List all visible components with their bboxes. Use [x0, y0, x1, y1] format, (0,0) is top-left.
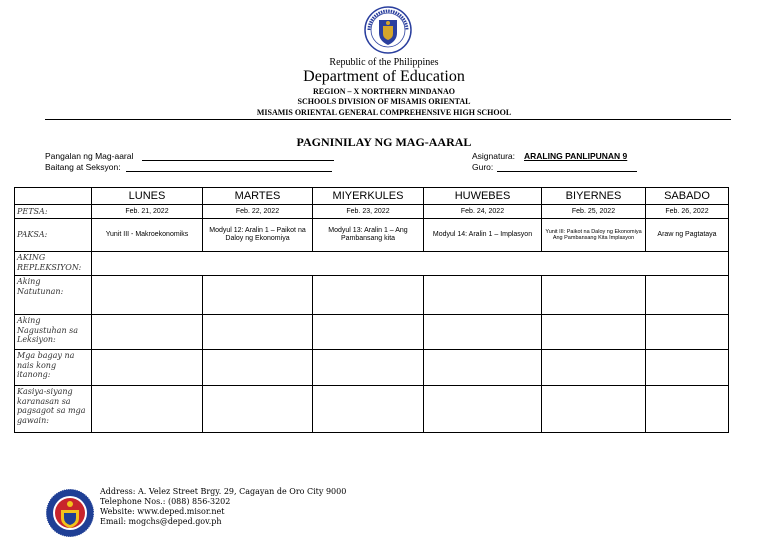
answer-cell[interactable]: [646, 386, 729, 433]
deped-seal-icon: [364, 6, 412, 54]
footer-contact: [100, 487, 346, 527]
aking-refleksiyon-row: [15, 252, 729, 276]
topic-cell: Araw ng Pagtataya: [646, 219, 729, 252]
subject-label: Asignatura:: [472, 151, 515, 161]
subject-value: ARALING PANLIPUNAN 9: [524, 151, 628, 161]
header-division: SCHOOLS DIVISION OF MISAMIS ORIENTAL: [297, 97, 471, 106]
nagustuhan-row: [15, 315, 729, 350]
answer-cell[interactable]: [313, 276, 424, 315]
answer-cell[interactable]: [313, 315, 424, 350]
document-title: PAGNINILAY NG MAG-AARAL: [296, 135, 472, 149]
answer-cell[interactable]: [542, 276, 646, 315]
row-label: Mga bagay na nais kong itanong:: [15, 350, 92, 386]
section-field[interactable]: [126, 171, 332, 172]
answer-cell[interactable]: [92, 386, 203, 433]
answer-cell[interactable]: [424, 315, 542, 350]
answer-cell[interactable]: [203, 276, 313, 315]
name-field[interactable]: [142, 160, 334, 161]
teacher-field[interactable]: [497, 171, 637, 172]
teacher-label: Guro:: [472, 162, 494, 172]
footer-website[interactable]: Website: www.deped.misor.net: [100, 507, 225, 516]
header-region: REGION – X NORTHERN MINDANAO: [313, 87, 455, 96]
date-cell: Feb. 26, 2022: [646, 205, 729, 219]
topic-cell: Modyul 14: Aralin 1 – Implasyon: [424, 219, 542, 252]
answer-cell[interactable]: [646, 315, 729, 350]
section-divider-cell: [92, 252, 729, 276]
answer-cell[interactable]: [542, 315, 646, 350]
answer-cell[interactable]: [424, 350, 542, 386]
answer-cell[interactable]: [92, 315, 203, 350]
topic-cell: Yunit III: Paikot na Daloy ng Ekonomiya Ang Pambansang Kita Implasyon: [542, 219, 646, 252]
section-label: Baitang at Seksyon:: [45, 162, 121, 172]
row-label: AKING REPLEKSIYON:: [15, 252, 92, 276]
school-logo-icon: [45, 488, 95, 538]
header-department: Department of Education: [303, 68, 465, 85]
reflection-table: [14, 187, 729, 433]
header-divider: [45, 119, 731, 120]
answer-cell[interactable]: [92, 350, 203, 386]
footer-email[interactable]: Email: mogchs@deped.gov.ph: [100, 517, 222, 526]
answer-cell[interactable]: [203, 350, 313, 386]
kasiya-row: [15, 386, 729, 433]
answer-cell[interactable]: [313, 386, 424, 433]
date-cell: Feb. 23, 2022: [313, 205, 424, 219]
header-school: MISAMIS ORIENTAL GENERAL COMPREHENSIVE HIGH SCHOOL: [256, 108, 512, 117]
row-label: Aking Nagustuhan sa Leksiyon:: [15, 315, 92, 350]
petsa-row: [15, 205, 729, 219]
answer-cell[interactable]: [313, 350, 424, 386]
row-label: Aking Natutunan:: [15, 276, 92, 315]
answer-cell[interactable]: [203, 315, 313, 350]
answer-cell[interactable]: [92, 276, 203, 315]
date-cell: Feb. 25, 2022: [542, 205, 646, 219]
day-header: BIYERNES: [542, 188, 646, 205]
answer-cell[interactable]: [646, 350, 729, 386]
answer-cell[interactable]: [203, 386, 313, 433]
answer-cell[interactable]: [542, 350, 646, 386]
row-label: PETSA:: [15, 205, 92, 219]
paksa-row: [15, 219, 729, 252]
day-header: HUWEBES: [424, 188, 542, 205]
row-label: PAKSA:: [15, 219, 92, 252]
day-header: MIYERKULES: [313, 188, 424, 205]
topic-cell: Modyul 12: Aralin 1 – Paikot na Daloy ng Ekonomiya: [203, 219, 313, 252]
date-cell: Feb. 21, 2022: [92, 205, 203, 219]
row-label: Kasiya-siyang karanasan sa pagsagot sa mga gawain:: [15, 386, 92, 433]
name-label: Pangalan ng Mag-aaral: [45, 151, 134, 161]
topic-cell: Yunit III - Makroekonomiks: [92, 219, 203, 252]
topic-cell: Modyul 13: Aralin 1 – Ang Pambansang kita: [313, 219, 424, 252]
date-cell: Feb. 24, 2022: [424, 205, 542, 219]
answer-cell[interactable]: [646, 276, 729, 315]
header-republic: Republic of the Philippines: [329, 57, 439, 68]
answer-cell[interactable]: [542, 386, 646, 433]
mga-bagay-row: [15, 350, 729, 386]
day-header: SABADO: [646, 188, 729, 205]
answer-cell[interactable]: [424, 276, 542, 315]
date-cell: Feb. 22, 2022: [203, 205, 313, 219]
answer-cell[interactable]: [424, 386, 542, 433]
footer-telephone: Telephone Nos.: (088) 856-3202: [100, 497, 231, 506]
day-header: MARTES: [203, 188, 313, 205]
natutunan-row: [15, 276, 729, 315]
corner-cell: [15, 188, 92, 205]
table-header-row: [15, 188, 729, 205]
footer-address: Address: A. Velez Street Brgy. 29, Cagayan de Oro City 9000: [100, 487, 347, 496]
day-header: LUNES: [92, 188, 203, 205]
